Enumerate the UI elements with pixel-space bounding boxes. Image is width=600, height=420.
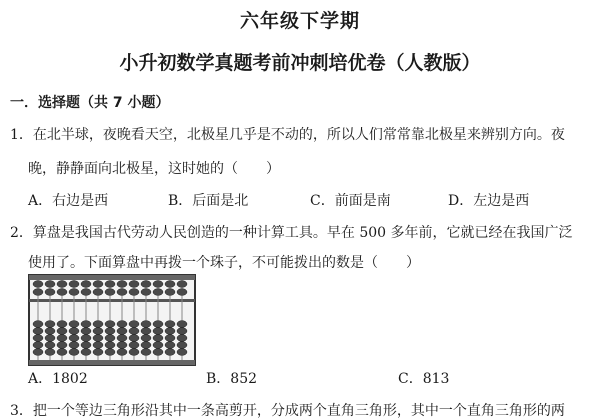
abacus-bead [57,342,67,349]
abacus-bead [165,289,175,296]
abacus-bead [69,349,79,356]
abacus-bead [45,289,55,296]
abacus-bead [141,342,151,349]
abacus-bead [105,349,115,356]
question-2-line-1: 2．算盘是我国古代劳动人民创造的一种计算工具。早在 500 多年前，它就已经在我国广泛 [10,225,573,241]
abacus-bead [33,289,43,296]
question-2-line-2: 使用了。下面算盘中再拨一个珠子，不可能拨出的数是（ ） [28,255,420,271]
abacus-bead [105,342,115,349]
abacus-bead [45,321,55,328]
abacus-bead [165,281,175,288]
abacus-bead [177,321,187,328]
section-heading: 一．选择题（共 7 小题） [10,95,170,111]
abacus-bead [69,328,79,335]
abacus-bead [45,328,55,335]
option-d[interactable]: D．左边是西 [448,193,530,209]
abacus-bead [129,289,139,296]
abacus-bead [69,321,79,328]
question-1-line-1: 1．在北半球，夜晚看天空，北极星几乎是不动的，所以人们常常靠北极星来辨别方向。夜 [10,127,565,143]
page-subtitle: 小升初数学真题考前冲刺培优卷（人教版） [119,52,481,74]
question-1-line-2: 晚，静静面向北极星，这时她的（ ） [28,161,280,177]
abacus-bead [129,342,139,349]
abacus-bead [81,281,91,288]
abacus-bead [177,289,187,296]
abacus-bead [81,342,91,349]
abacus-figure [28,274,196,366]
abacus-bead [177,342,187,349]
option-a[interactable]: A．1802 [28,371,88,387]
abacus-bead [165,335,175,342]
abacus-bead [33,281,43,288]
abacus-bead [177,349,187,356]
abacus-bead [177,328,187,335]
abacus-bead [33,342,43,349]
abacus-bead [153,335,163,342]
abacus-bead [93,321,103,328]
abacus-bead [93,335,103,342]
abacus-bead [177,335,187,342]
abacus-bead [153,321,163,328]
page-title: 六年级下学期 [239,10,360,32]
abacus-bead [33,335,43,342]
option-a[interactable]: A．右边是西 [28,193,109,209]
abacus-bead [33,349,43,356]
abacus-bead [33,321,43,328]
abacus-bead [117,335,127,342]
question-3-line-1: 3．把一个等边三角形沿其中一条高剪开，分成两个直角三角形，其中一个直角三角形的两 [10,403,565,419]
abacus-bead [93,281,103,288]
abacus-bead [105,281,115,288]
abacus-bead [57,335,67,342]
abacus-bead [177,281,187,288]
abacus-bead [117,328,127,335]
abacus-bead [93,328,103,335]
abacus-bead [117,342,127,349]
abacus-bead [141,335,151,342]
abacus-bead [117,289,127,296]
abacus-bead [129,349,139,356]
abacus-bead [153,289,163,296]
abacus-bead [69,335,79,342]
abacus-bead [117,281,127,288]
abacus-bead [129,281,139,288]
abacus-bead [105,335,115,342]
option-b[interactable]: B．后面是北 [168,193,249,209]
abacus-bead [153,342,163,349]
abacus-bead [105,328,115,335]
abacus-bead [153,281,163,288]
abacus-bead [57,349,67,356]
abacus-bead [141,321,151,328]
abacus-bead [45,342,55,349]
option-c[interactable]: C．前面是南 [310,193,391,209]
abacus-bead [57,328,67,335]
abacus-bead [129,328,139,335]
abacus-bead [153,328,163,335]
abacus-bead [129,321,139,328]
abacus-bead [117,349,127,356]
abacus-bead [141,289,151,296]
abacus-bead [129,335,139,342]
abacus-bead [69,281,79,288]
abacus-bead [45,335,55,342]
abacus-bead [93,289,103,296]
abacus-bead [81,289,91,296]
abacus-bead [165,328,175,335]
abacus-bead [81,349,91,356]
abacus-bead [165,349,175,356]
abacus-bead [45,281,55,288]
abacus-bead [105,289,115,296]
abacus-bead [165,342,175,349]
option-b[interactable]: B．852 [206,371,258,387]
abacus-bead [57,321,67,328]
abacus-bead [93,349,103,356]
abacus-bead [81,328,91,335]
abacus-bead [69,342,79,349]
abacus-bead [45,349,55,356]
abacus-bead [165,321,175,328]
abacus-bead [81,321,91,328]
abacus-bead [141,328,151,335]
abacus-bead [57,289,67,296]
abacus-bead [141,281,151,288]
abacus-bead [57,281,67,288]
abacus-bead [81,335,91,342]
abacus-bead [69,289,79,296]
option-c[interactable]: C．813 [398,371,450,387]
abacus-bead [93,342,103,349]
abacus-bead [33,328,43,335]
abacus-bead [117,321,127,328]
abacus-bead [141,349,151,356]
abacus-bead [105,321,115,328]
abacus-bead [153,349,163,356]
